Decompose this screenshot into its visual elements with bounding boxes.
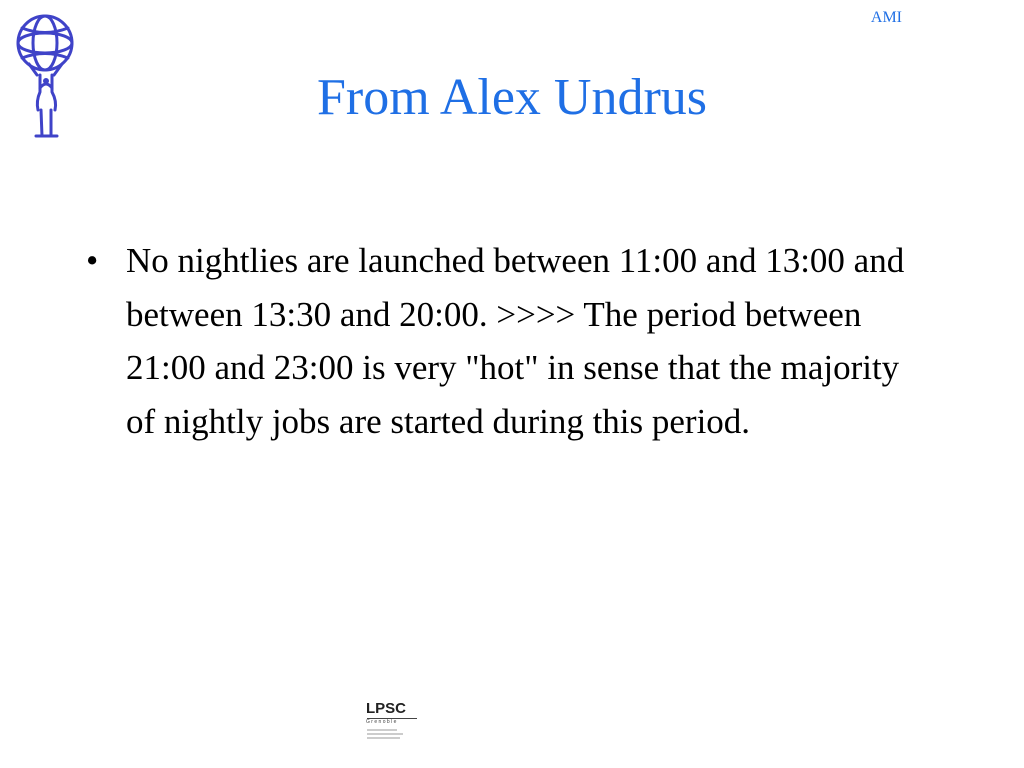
bullet-list — [86, 234, 926, 448]
slide-title: From Alex Undrus — [317, 69, 707, 126]
bullet-text: No nightlies are launched between 11:00 and 13:00 and between 13:30 and 20:00. >>>> The period between 21:00 and 23:00 is very "hot" in sense that the majority of nightly jobs are started during this period. — [126, 241, 905, 441]
header-tag: AMI — [870, 9, 902, 26]
lpsc-logo-icon — [366, 700, 420, 744]
footer-logo-main: LPSC — [366, 700, 407, 717]
bullet-item — [86, 234, 926, 448]
footer-logo-fine-print — [366, 728, 420, 742]
bullet-marker: • — [86, 241, 99, 280]
footer-logo-sub: Grenoble — [366, 719, 398, 725]
